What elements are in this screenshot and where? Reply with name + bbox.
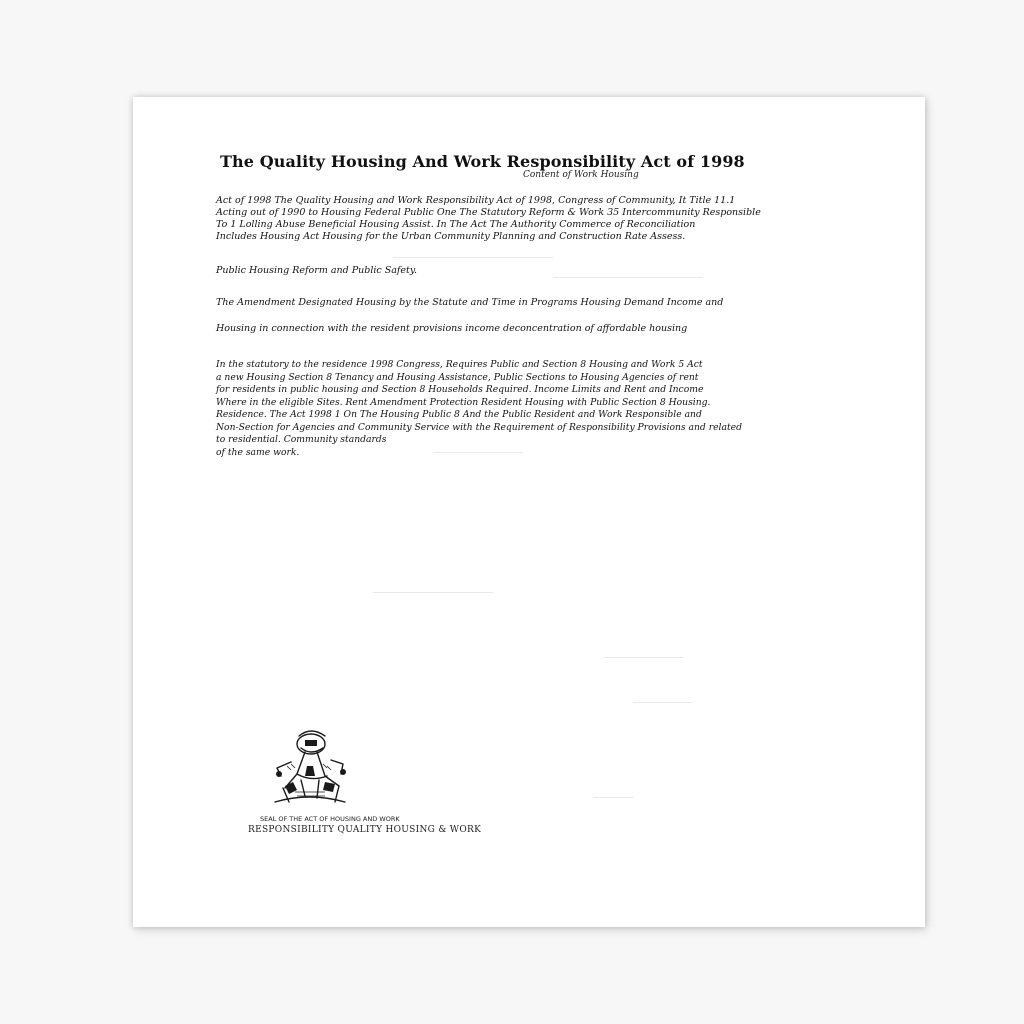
bleed-through-line — [603, 657, 683, 658]
paragraph-line: Includes Housing Act Housing for the Urban Community Planning and Construction Rate Assess. — [216, 231, 686, 242]
document-page — [133, 97, 925, 927]
paragraph-line: Non-Section for Agencies and Community Service with the Requirement of Responsibility Provisions and related — [216, 421, 742, 433]
bleed-through-line — [373, 592, 493, 593]
paragraph-housing — [216, 323, 687, 335]
paragraph-line: Acting out of 1990 to Housing Federal Public One The Statutory Reform & Work 35 Intercommunity Responsible — [216, 207, 761, 218]
seal-footer: RESPONSIBILITY QUALITY HOUSING & WORK — [248, 825, 482, 835]
bleed-through-line — [593, 797, 633, 798]
seal-emblem-icon — [261, 722, 357, 814]
paragraph-line: The Amendment Designated Housing by the Statute and Time in Programs Housing Demand Income and — [216, 297, 724, 308]
paragraph-line: Residence. The Act 1998 1 On The Housing Public 8 And the Public Resident and Work Responsible and — [216, 409, 702, 420]
paragraph-line: to residential. Community standards — [216, 434, 387, 445]
paragraph-heading — [216, 265, 417, 277]
paragraph-line: Public Housing Reform and Public Safety. — [216, 265, 417, 276]
paragraph-line: of the same work. — [216, 446, 300, 458]
paragraph-line: Act of 1998 The Quality Housing and Work Responsibility Act of 1998, Congress of Community, It Title 11.1 — [216, 195, 736, 206]
paragraph-line: for residents in public housing and Section 8 Households Required. Income Limits and Rent and Income — [216, 384, 704, 395]
bleed-through-line — [633, 702, 693, 703]
paragraph-line: a new Housing Section 8 Tenancy and Housing Assistance, Public Sections to Housing Agencies of rent — [216, 371, 699, 383]
paragraph-line: In the statutory to the residence 1998 Congress, Requires Public and Section 8 Housing and Work 5 Act — [216, 359, 703, 370]
paragraph-line: Where in the eligible Sites. Rent Amendment Protection Resident Housing with Public Section 8 Housing. — [216, 396, 711, 408]
document-title: The Quality Housing And Work Responsibility Act of 1998 — [220, 152, 745, 171]
paragraph-line: To 1 Lolling Abuse Beneficial Housing Assist. In The Act The Authority Commerce of Reconciliation — [216, 219, 696, 230]
paragraph-amendment — [216, 297, 723, 309]
seal-caption: SEAL OF THE ACT OF HOUSING AND WORK — [260, 815, 400, 823]
paragraph-body — [216, 359, 856, 459]
paragraph-intro — [216, 195, 816, 243]
document-subtitle: Content of Work Housing — [523, 170, 639, 180]
bleed-through-line — [553, 277, 703, 278]
bleed-through-line — [393, 257, 553, 258]
paragraph-line: Housing in connection with the resident provisions income deconcentration of affordable housing — [216, 323, 688, 334]
